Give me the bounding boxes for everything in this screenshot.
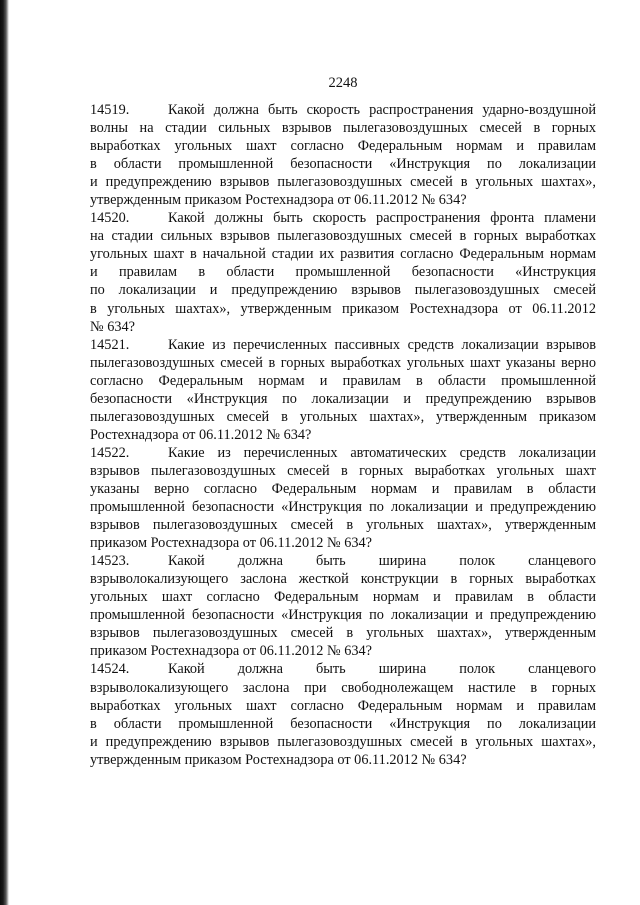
- question-14519: [90, 101, 596, 209]
- question-text: взрыволокализующего заслона при свободнолежащем настиле в горных: [90, 679, 596, 696]
- question-first-line: [90, 552, 596, 570]
- question-text: взрыволокализующего заслона жесткой конструкции в горных выработках: [90, 571, 596, 588]
- question-text: утвержденным приказом Ростехнадзора от 06.11.2012 № 634?: [90, 751, 467, 768]
- question-list: [90, 101, 596, 769]
- question-14520: [90, 209, 596, 335]
- question-text: взрывов пылегазовоздушных смесей в горных выработках угольных шахт: [90, 462, 596, 479]
- question-first-line: [90, 660, 596, 678]
- question-text: угольных шахт согласно Федеральным нормам и правилам в области: [90, 589, 596, 606]
- question-14522: [90, 444, 596, 552]
- question-text: утвержденным приказом Ростехнадзора от 06.11.2012 № 634?: [90, 192, 467, 209]
- question-text: приказом Ростехнадзора от 06.11.2012 № 634?: [90, 643, 372, 660]
- question-number: 14521.: [90, 336, 130, 353]
- question-text: взрывов пылегазовоздушных смесей в угольных шахтах», утвержденным: [90, 625, 596, 642]
- question-text: Какой должна быть ширина полок сланцевого: [168, 661, 596, 678]
- question-text: промышленной безопасности «Инструкция по локализации и предупреждению: [90, 499, 596, 516]
- question-text: и предупреждению взрывов пылегазовоздушных смесей в угольных шахтах»,: [90, 733, 596, 750]
- page-number: 2248: [328, 75, 358, 91]
- question-text: выработках угольных шахт согласно Федеральным нормам и правилам: [90, 138, 596, 155]
- question-number: 14523.: [90, 553, 130, 570]
- question-text: и правилам в области промышленной безопасности «Инструкция: [90, 264, 596, 281]
- question-text: в области промышленной безопасности «Инструкция по локализации: [90, 715, 596, 732]
- question-number: 14519.: [90, 102, 130, 118]
- question-text: угольных шахт в начальной стадии их развития согласно Федеральным нормам: [90, 246, 596, 263]
- scan-left-edge: [0, 0, 9, 905]
- question-number: 14524.: [90, 661, 130, 678]
- question-14523: [90, 552, 596, 660]
- question-text: по локализации и предупреждению взрывов пылегазовоздушных смесей: [90, 282, 596, 299]
- question-text: волны на стадии сильных взрывов пылегазовоздушных смесей в горных: [90, 120, 596, 137]
- question-text: в угольных шахтах», утвержденным приказом Ростехнадзора от 06.11.2012: [90, 300, 596, 317]
- question-text: выработках угольных шахт согласно Федеральным нормам и правилам: [90, 697, 596, 714]
- question-text: приказом Ростехнадзора от 06.11.2012 № 634?: [90, 535, 372, 552]
- question-number: 14522.: [90, 444, 130, 461]
- question-first-line: [90, 209, 596, 227]
- question-text: безопасности «Инструкция по локализации и предупреждению взрывов: [90, 390, 596, 407]
- question-first-line: [90, 101, 596, 119]
- question-text: на стадии сильных взрывов пылегазовоздушных смесей в горных выработках: [90, 228, 596, 245]
- question-text: согласно Федеральным нормам и правилам в области промышленной: [90, 372, 596, 389]
- question-first-line: [90, 336, 596, 354]
- question-text: промышленной безопасности «Инструкция по локализации и предупреждению: [90, 607, 596, 624]
- question-text: № 634?: [90, 318, 136, 335]
- question-14521: [90, 336, 596, 444]
- question-text: Какой должна быть ширина полок сланцевого: [168, 553, 596, 570]
- question-text: Ростехнадзора от 06.11.2012 № 634?: [90, 426, 312, 443]
- question-first-line: [90, 444, 596, 462]
- question-text: указаны верно согласно Федеральным нормам и правилам в области: [90, 480, 596, 497]
- question-14524: [90, 660, 596, 768]
- question-text: пылегазовоздушных смесей в горных выработках угольных шахт указаны верно: [90, 354, 596, 371]
- question-text: и предупреждению взрывов пылегазовоздушных смесей в угольных шахтах»,: [90, 174, 596, 191]
- question-number: 14520.: [90, 210, 130, 227]
- question-text: Какой должна быть скорость распространения ударно-воздушной: [168, 102, 596, 118]
- question-text: Какие из перечисленных автоматических средств локализации: [168, 444, 596, 461]
- question-text: Какие из перечисленных пассивных средств локализации взрывов: [168, 336, 596, 353]
- question-text: взрывов пылегазовоздушных смесей в угольных шахтах», утвержденным: [90, 517, 596, 534]
- question-text: в области промышленной безопасности «Инструкция по локализации: [90, 156, 596, 173]
- question-text: пылегазовоздушных смесей в угольных шахтах», утвержденным приказом: [90, 408, 596, 425]
- question-text: Какой должны быть скорость распространения фронта пламени: [168, 210, 596, 227]
